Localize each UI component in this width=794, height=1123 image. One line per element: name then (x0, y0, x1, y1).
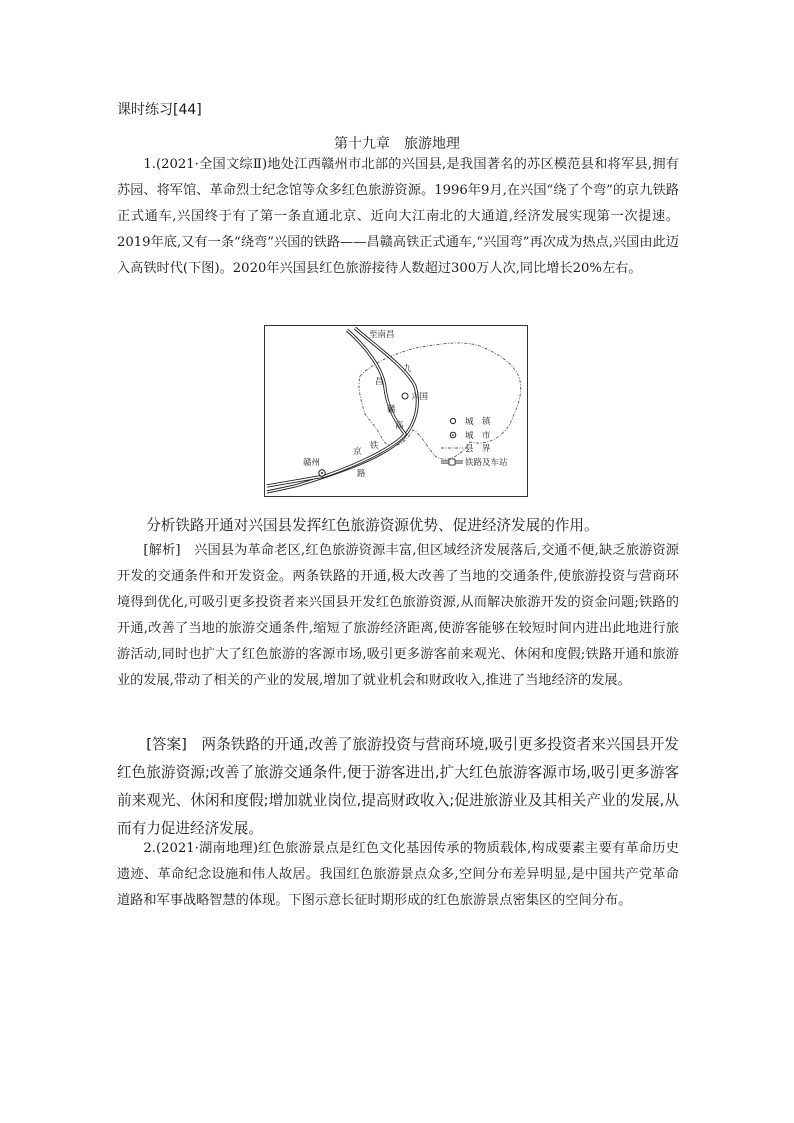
xingguo-station-icon (402, 393, 408, 399)
legend-railway: 铁路及车站 (465, 458, 508, 468)
question-1-prompt: 分析铁路开通对兴国县发挥红色旅游资源优势、促进经济发展的作用。 (146, 517, 599, 534)
legend-county-border: 县 界 (465, 444, 491, 454)
label-jing: 京 (353, 447, 362, 457)
question-1-answer: [答案] 两条铁路的开通,改善了旅游投资与营商环境,吸引更多投资者来兴国县开发红色旅游资源;改善了旅游交通条件,便于游客进出,扩大红色旅游客源市场,吸引更多游客前来观光、休闲和度假;增加就业岗位,提高财政收入;促进旅游业及其相关产业的发展,从而有力促进经济发展。 (117, 736, 679, 837)
label-gao: 高 (395, 421, 404, 431)
label-ganzhou: 赣州 (303, 458, 321, 468)
page-header: 课时练习[44] (117, 102, 202, 118)
label-xingguo: 兴国 (411, 392, 429, 402)
label-to-nanchang: 至南昌 (369, 330, 395, 340)
label-tie: 铁 (370, 441, 379, 451)
map-legend (441, 416, 508, 468)
railway-map-figure (264, 325, 528, 497)
question-1-analysis: [解析] 兴国县为革命老区,红色旅游资源丰富,但区域经济发展落后,交通不便,缺乏旅游资源开发的交通条件和开发资金。两条铁路的开通,极大改善了当地的交通条件,使旅游投资与营商环境得到优化,可吸引更多投资者来兴国县开发红色旅游资源,从而解决旅游开发的资金问题;铁路的开通,改善了当地的旅游交通条件,缩短了旅游经济距离,使游客能够在较短时间内进出此地进行旅游活动,同时也扩大了红色旅游的客源市场,吸引更多游客前来观光、休闲和度假;铁路开通和旅游业的发展,带动了相关的产业的发展,增加了就业机会和财政收入,推进了当地经济的发展。 (117, 543, 679, 688)
question-2-intro: 2.(2021·湖南地理)红色旅游景点是红色文化基因传承的物质载体,构成要素主要有革命历史遗迹、革命纪念设施和伟人故居。我国红色旅游景点众多,空间分布差异明显,是中国共产党革命道路和军事战略智慧的体现。下图示意长征时期形成的红色旅游景点密集区的空间分布。 (117, 841, 679, 908)
label-chang: 昌 (375, 377, 384, 387)
railway-map (265, 326, 527, 496)
legend-town: 城 镇 (465, 417, 491, 427)
legend-city: 城 市 (465, 431, 491, 441)
label-lu: 路 (357, 469, 366, 479)
county-border-outline (359, 343, 521, 459)
chapter-title: 第十九章 旅游地理 (334, 136, 460, 152)
question-1-intro: 1.(2021·全国文综Ⅱ)地处江西赣州市北部的兴国县,是我国著名的苏区模范县和将军县,拥有苏园、将军馆、革命烈士纪念馆等众多红色旅游资源。1996年9月,在兴国“绕了个弯”的京九铁路正式通车,兴国终于有了第一条直通北京、近向大江南北的大通道,经济发展实现第一次提速。2019年底,又有一条“绕弯”兴国的铁路——昌赣高铁正式通车,“兴国弯”再次成为热点,兴国由此迈入高铁时代(下图)。2020年兴国县红色旅游接待人数超过300万人次,同比增长20%左右。 (117, 157, 679, 276)
label-gan: 赣 (387, 405, 396, 415)
label-jiu: 九 (403, 364, 412, 374)
